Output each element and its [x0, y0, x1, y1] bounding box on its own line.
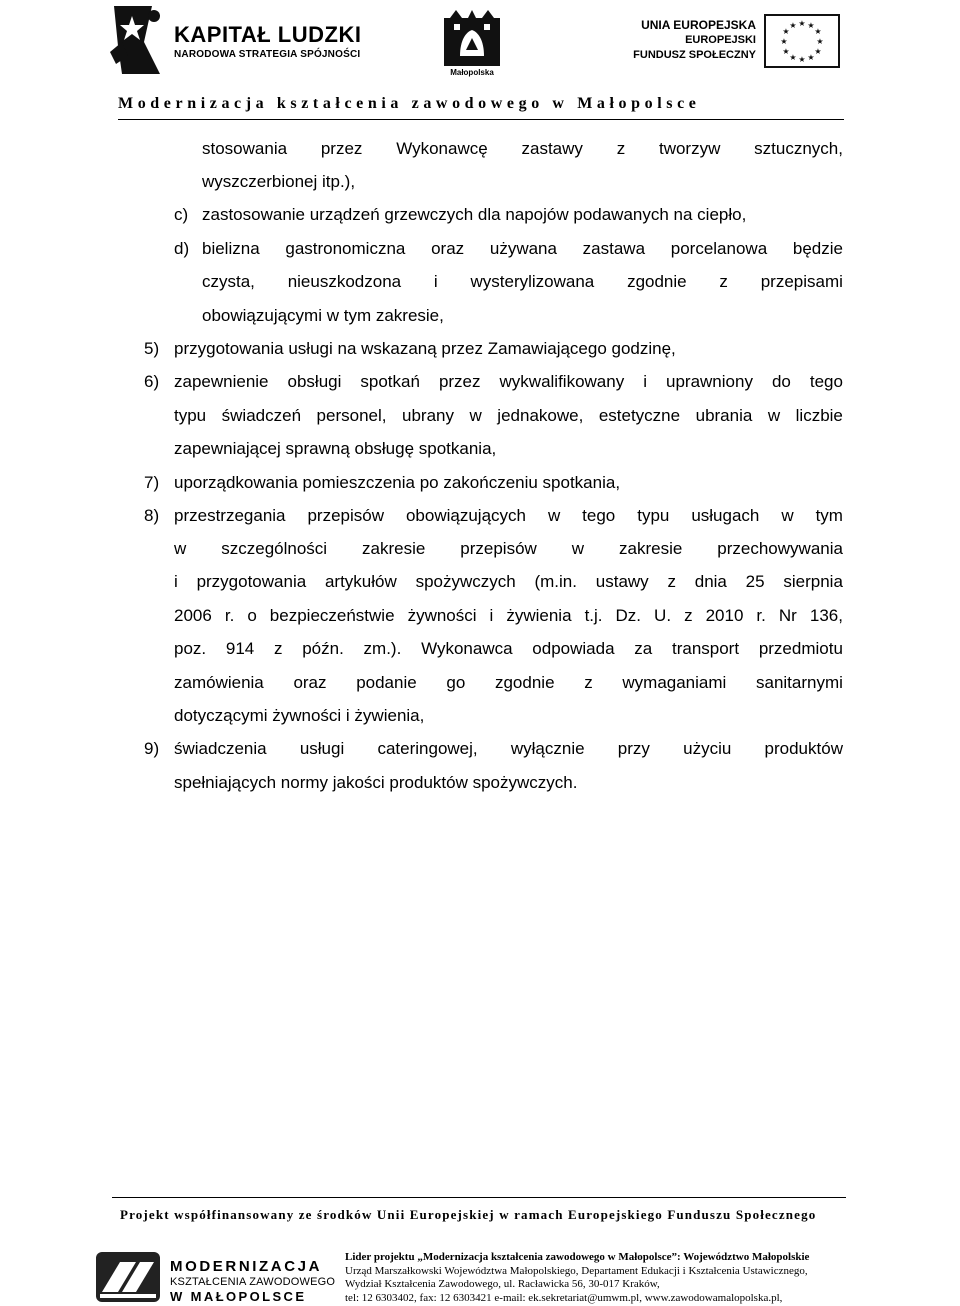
- svg-text:★: ★: [782, 27, 790, 36]
- body-line: wyszczerbionej itp.),: [202, 172, 356, 191]
- body-line: stosowania przez Wykonawcę zastawy z tworzyw sztucznych,: [202, 139, 843, 158]
- body-line: spełniających normy jakości produktów spożywczych.: [174, 773, 578, 792]
- svg-text:★: ★: [807, 21, 815, 30]
- contact-project-leader: Lider projektu „Modernizacja kształcenia zawodowego w Małopolsce”: Województwo Małopolskie: [345, 1251, 810, 1263]
- list-marker: 8): [144, 506, 160, 525]
- malopolska-crest-icon: [440, 10, 504, 68]
- modernizacja-logo-subtitle: KSZTAŁCENIA ZAWODOWEGO: [170, 1276, 336, 1288]
- list-marker: 7): [144, 473, 160, 492]
- kapital-ludzki-star-icon: [104, 2, 170, 78]
- body-line: obowiązującymi w tym zakresie,: [202, 306, 444, 325]
- eu-fund-line2: FUNDUSZ SPOŁECZNY: [633, 49, 756, 61]
- svg-text:★: ★: [789, 53, 797, 62]
- svg-text:★: ★: [807, 53, 815, 62]
- svg-text:★: ★: [816, 37, 824, 46]
- contact-address: Wydział Kształcenia Zawodowego, ul. Racławicka 56, 30-017 Kraków,: [345, 1278, 660, 1290]
- list-marker: d): [174, 239, 190, 258]
- list-marker: c): [174, 205, 189, 224]
- body-line: zamówienia oraz podanie go zgodnie z wymaganiami sanitarnymi: [174, 673, 843, 692]
- kapital-ludzki-name: KAPITAŁ LUDZKI: [174, 22, 362, 47]
- footer-cofinancing: Projekt współfinansowany ze środków Unii Europejskiej w ramach Europejskiego Funduszu Społecznego: [120, 1207, 817, 1222]
- list-marker: 5): [144, 339, 160, 358]
- header-tagline: Modernizacja kształcenia zawodowego w Małopolsce: [118, 95, 701, 112]
- body-line: zapewniającej sprawną obsługę spotkania,: [174, 439, 497, 458]
- body-line: czysta, nieuszkodzona i wysterylizowana zgodnie z przepisami: [202, 272, 843, 291]
- kapital-ludzki-subtitle: NARODOWA STRATEGIA SPÓJNOŚCI: [174, 49, 361, 60]
- body-line: zastosowanie urządzeń grzewczych dla napojów podawanych na ciepło,: [202, 205, 747, 224]
- malopolska-label: Małopolska: [450, 68, 494, 77]
- body-line: bielizna gastronomiczna oraz używana zastawa porcelanowa będzie: [202, 239, 843, 258]
- svg-text:★: ★: [814, 47, 822, 56]
- svg-text:★: ★: [782, 47, 790, 56]
- body-line: świadczenia usługi cateringowej, wyłącznie przy użyciu produktów: [174, 739, 843, 758]
- kapital-ludzki-logo: [104, 2, 362, 78]
- body-line: przestrzegania przepisów obowiązujących w tego typu usługach w tym: [174, 506, 843, 525]
- modernizacja-logo: [92, 1248, 336, 1306]
- svg-text:★: ★: [798, 55, 806, 64]
- eu-efs-logo: [633, 14, 840, 72]
- body-line: dotyczącymi żywności i żywienia,: [174, 706, 425, 725]
- body-line: w szczególności zakresie przepisów w zakresie przechowywania: [174, 539, 843, 558]
- contact-office: Urząd Marszałkowski Województwa Małopolskiego, Departament Edukacji i Kształcenia Ustawicznego,: [345, 1264, 808, 1277]
- svg-text:★: ★: [814, 27, 822, 36]
- body-line: uporządkowania pomieszczenia po zakończeniu spotkania,: [174, 473, 621, 492]
- footer-contact: [345, 1251, 809, 1305]
- body-line: 2006 r. o bezpieczeństwie żywności i żywienia t.j. Dz. U. z 2010 r. Nr 136,: [174, 606, 843, 625]
- body-line: i przygotowania artykułów spożywczych (m.in. ustawy z dnia 25 sierpnia: [174, 572, 843, 591]
- svg-text:★: ★: [789, 21, 797, 30]
- svg-text:★: ★: [798, 19, 806, 28]
- body-line: przygotowania usługi na wskazaną przez Zamawiającego godzinę,: [174, 339, 676, 358]
- eu-fund-line1: EUROPEJSKI: [685, 34, 756, 46]
- contact-phone-email: tel: 12 6303402, fax: 12 6303421 e-mail: ek.sekretariat@umwm.pl, www.zawodowamalopolska.pl,: [345, 1291, 783, 1304]
- modernizacja-logo-title: MODERNIZACJA: [170, 1258, 323, 1275]
- body-line: zapewnienie obsługi spotkań przez wykwalifikowany i uprawniony do tego: [174, 372, 843, 391]
- body-line: typu świadczeń personel, ubrany w jednakowe, estetyczne ubrania w liczbie: [174, 406, 843, 425]
- eu-flag-icon: [764, 14, 840, 68]
- list-marker: 6): [144, 372, 160, 391]
- eu-name: UNIA EUROPEJSKA: [641, 18, 756, 32]
- modernizacja-logo-region: W MAŁOPOLSCE: [170, 1289, 307, 1304]
- header-divider: [118, 119, 844, 120]
- modernizacja-emblem-icon: [92, 1248, 164, 1306]
- list-marker: 9): [144, 739, 160, 758]
- footer-divider: [112, 1197, 846, 1198]
- malopolska-logo: [440, 10, 504, 84]
- body-line: poz. 914 z późn. zm.). Wykonawca odpowiada za transport przedmiotu: [174, 639, 843, 658]
- svg-text:★: ★: [780, 37, 788, 46]
